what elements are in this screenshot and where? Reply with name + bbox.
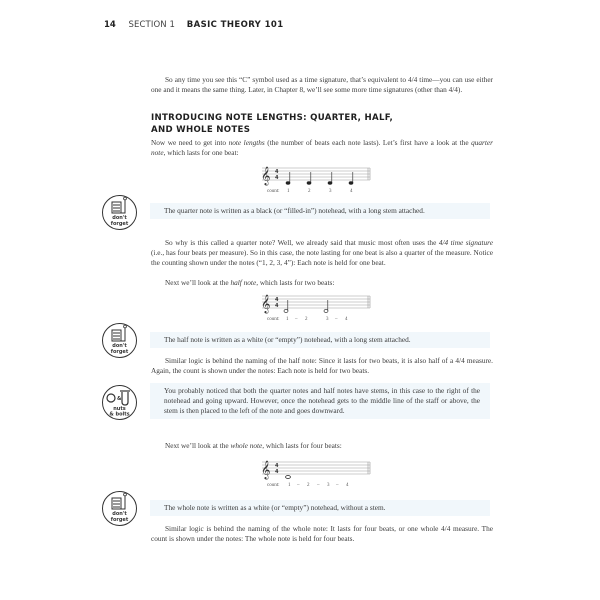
callout-quarter-note bbox=[150, 203, 490, 219]
count-value: 3 bbox=[327, 483, 330, 488]
count-separator: – bbox=[336, 483, 339, 488]
staff-quarter-notes bbox=[258, 162, 374, 202]
term-quarter-note: quarter note bbox=[151, 138, 493, 157]
text-span: Now we need to get into bbox=[151, 138, 229, 147]
svg-text:4: 4 bbox=[275, 297, 279, 303]
count-separator: – bbox=[335, 317, 338, 322]
running-header bbox=[104, 20, 284, 30]
count-value: 2 bbox=[308, 189, 311, 194]
term-whole-note: whole note bbox=[230, 441, 263, 450]
text-span: Similar logic is behind the naming of the half note: Since it lasts for two beats, it is also half of a 4/4 measure. Again, the count is shown under the notes: Each note is held for two beats. bbox=[151, 356, 493, 375]
svg-text:& bolts: & bolts bbox=[109, 411, 130, 418]
paragraph-intro bbox=[151, 75, 493, 95]
dont-forget-icon bbox=[101, 322, 138, 359]
callout-whole-note bbox=[150, 500, 490, 516]
section-label: SECTION 1 bbox=[128, 20, 176, 30]
callout-text: You probably noticed that both the quarter notes and half notes have stems, in this case to the right of the notehead and going upward. However, once the notehead gets to the middle line of the staff or above, the stem is then placed to the left of the note and goes downward. bbox=[164, 386, 480, 415]
callout-stem-direction bbox=[150, 383, 490, 419]
dont-forget-icon bbox=[101, 194, 138, 231]
text-span: Similar logic is behind the naming of the whole note: It lasts for four beats, or one whole 4/4 measure. The count is shown under the notes: The whole note is held for four beats. bbox=[151, 524, 493, 543]
text-span: Next we’ll look at the bbox=[165, 278, 231, 287]
text-span: (the number of beats each note lasts). Let’s first have a look at the bbox=[264, 138, 472, 147]
svg-text:4: 4 bbox=[275, 303, 279, 309]
callout-text: The quarter note is written as a black (or “filled-in”) notehead, with a long stem attached. bbox=[164, 206, 425, 215]
count-separator: – bbox=[317, 483, 320, 488]
term-half-note: half note bbox=[230, 278, 257, 287]
term-time-signature: 4/4 time signature bbox=[438, 238, 493, 247]
svg-text:forget: forget bbox=[110, 349, 129, 355]
svg-text:don't: don't bbox=[112, 215, 127, 221]
count-value: 2 bbox=[307, 483, 310, 488]
count-value: 2 bbox=[305, 317, 308, 322]
paragraph-note-lengths bbox=[151, 138, 493, 158]
count-value: 1 bbox=[286, 317, 289, 322]
count-label: count: bbox=[267, 483, 280, 488]
svg-text:4: 4 bbox=[275, 169, 279, 175]
nuts-and-bolts-icon bbox=[101, 384, 138, 421]
count-label: count: bbox=[267, 317, 280, 322]
page-number: 14 bbox=[104, 20, 116, 30]
paragraph-whole-intro bbox=[151, 441, 493, 451]
svg-text:4: 4 bbox=[275, 175, 279, 181]
svg-text:don't: don't bbox=[112, 343, 127, 349]
paragraph-half-logic bbox=[151, 356, 493, 376]
svg-text:forget: forget bbox=[110, 221, 129, 227]
staff-whole-note bbox=[258, 456, 374, 496]
section-heading bbox=[151, 112, 451, 136]
svg-text:4: 4 bbox=[275, 469, 279, 475]
callout-text: The half note is written as a white (or “empty”) notehead, with a long stem attached. bbox=[164, 335, 411, 344]
count-value: 1 bbox=[287, 189, 290, 194]
svg-text:𝄞: 𝄞 bbox=[261, 166, 271, 185]
music-staff-icon bbox=[258, 456, 374, 496]
svg-text:nuts: nuts bbox=[113, 406, 126, 412]
svg-text:&: & bbox=[117, 396, 122, 402]
music-staff-icon bbox=[258, 290, 374, 330]
text-span: , which lasts for two beats: bbox=[256, 278, 335, 287]
music-staff-icon bbox=[258, 162, 374, 202]
text-span: , which lasts for one beat: bbox=[163, 148, 239, 157]
dont-forget-icon bbox=[101, 490, 138, 527]
count-value: 4 bbox=[350, 189, 353, 194]
svg-text:𝄞: 𝄞 bbox=[261, 460, 271, 479]
text-span: , which lasts for four beats: bbox=[262, 441, 342, 450]
count-value: 1 bbox=[288, 483, 291, 488]
term-note-lengths: note lengths bbox=[228, 138, 265, 147]
svg-text:𝄞: 𝄞 bbox=[261, 294, 271, 313]
paragraph-half-intro bbox=[151, 278, 493, 288]
callout-text: The whole note is written as a white (or “empty”) notehead, without a stem. bbox=[164, 503, 386, 512]
heading-line-2: AND WHOLE NOTES bbox=[151, 125, 251, 135]
svg-text:forget: forget bbox=[110, 517, 129, 523]
paragraph-why-quarter bbox=[151, 238, 493, 268]
count-separator: – bbox=[297, 483, 300, 488]
count-value: 4 bbox=[346, 483, 349, 488]
text-span: So why is this called a quarter note? Well, we already said that music most often uses the bbox=[165, 238, 439, 247]
paragraph-whole-logic bbox=[151, 524, 493, 544]
count-label: count: bbox=[267, 189, 280, 194]
svg-text:4: 4 bbox=[275, 463, 279, 469]
section-title: BASIC THEORY 101 bbox=[186, 20, 284, 30]
count-value: 3 bbox=[326, 317, 329, 322]
paragraph-text: So any time you see this “C” symbol used as a time signature, that’s equivalent to 4/4 time—you can use either one and it means the same thing. Later, in Chapter 8, we’ll see some more time signatures (other than 4/4). bbox=[151, 75, 493, 94]
callout-half-note bbox=[150, 332, 490, 348]
text-span: Next we’ll look at the bbox=[165, 441, 231, 450]
heading-line-1: INTRODUCING NOTE LENGTHS: QUARTER, HALF, bbox=[151, 113, 394, 123]
staff-half-notes bbox=[258, 290, 374, 330]
text-span: (i.e., has four beats per measure). So in this case, the note lasting for one beat is also a quarter of the measure. Notice the counting shown under the notes (“1, 2, 3, 4”): Each note is held for one beat. bbox=[151, 248, 493, 267]
count-value: 4 bbox=[345, 317, 348, 322]
svg-text:don't: don't bbox=[112, 511, 127, 517]
count-value: 3 bbox=[329, 189, 332, 194]
count-separator: – bbox=[295, 317, 298, 322]
